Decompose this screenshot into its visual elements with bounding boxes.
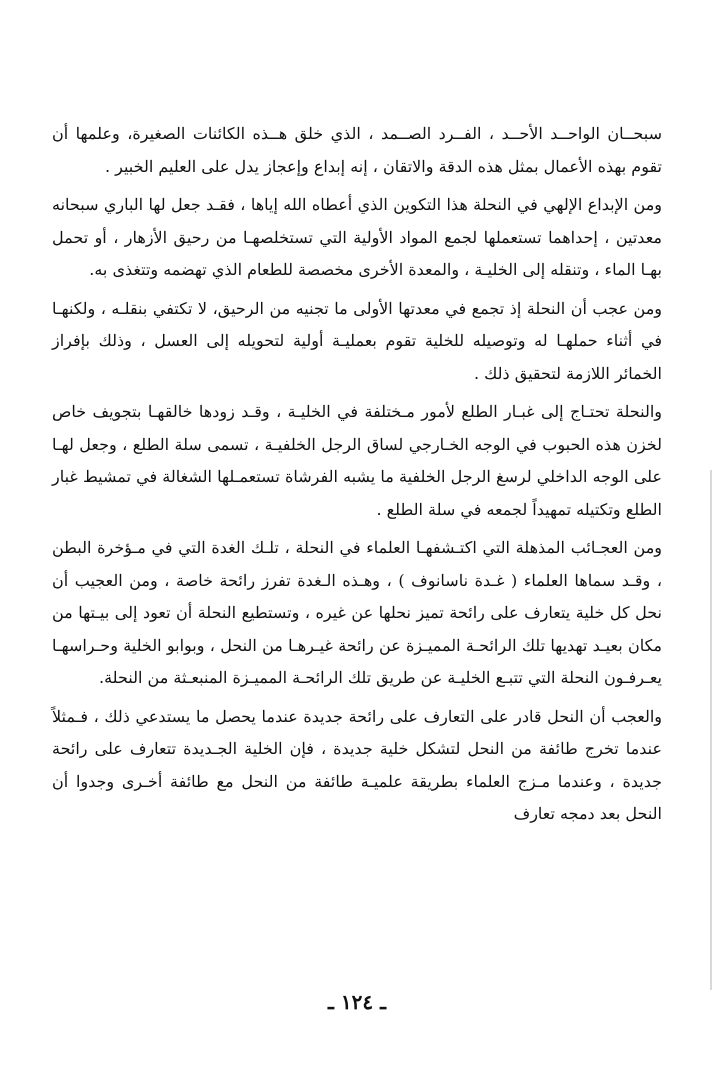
paragraph-3: ومن عجب أن النحلة إذ تجمع في معدتها الأولى ما تجنيه من الرحيق، لا تكتفي بنقلـه ، ولكنهـا في أثناء حملهـا له وتوصيله للخلية تقوم بعمليـة أولية لتحويله إلى العسل ، وذلك بإفراز الخمائر اللازمة لتحقيق ذلك . [52,298,662,383]
page-body [52,118,662,837]
paragraph-2: ومن الإبداع الإلهي في النحلة هذا التكوين الذي أعطاه الله إياها ، فقـد جعل لها الباري سبحانه معدتين ، إحداهما تستعملها لجمع المواد الأولية التي تستخلصهـا من رحيق الأزهار ، أو تحمل بهـا الماء ، وتنقله إلى الخليـة ، والمعدة الأخرى مخصصة للطعام الذي تهضمه وتتغذى به. [52,195,662,279]
page-number: ـ ١٢٤ ـ [328,990,386,1014]
page-edge-shadow [710,470,712,990]
paragraph-6: والعجب أن النحل قادر على التعارف على رائحة جديدة عندما يحصل ما يستدعي ذلك ، فـمثلاً عندما تخرج طائفة من النحل لتشكل خلية جديدة ، فإن الخلية الجـديدة تتعارف على رائحة جديدة ، وعندما مـزج العلماء بطريقة علميـة طائفة من النحل مع طائفة أخـرى وجدوا أن النحل بعد دمجه تعارف [52,706,663,823]
paragraph-5: ومن العجـائب المذهلة التي اكتـشفهـا العلماء في النحلة ، تلـك الغدة التي في مـؤخرة البطن ، وقـد سماها العلماء ( غـدة ناسانوف ) ، وهـذه الـغدة تفرز رائحة خاصة ، ومن العجيب أن نحل كل خلية يتعارف على رائحة تميز نحلها عن غيره ، وتستطيع النحلة أن تعود إلى بيـتها من مكان بعيـد تهديها تلك الرائحـة المميـزة عن رائحة غيـرهـا من النحل ، وبوابو الخلية وحـراسهـا يعـرفـون النحلة التي تتبـع الخليـة عن طريق تلك الرائحـة المميـزة المنبعـثة من النحلة. [52,538,662,687]
paragraph-1: سبحــان الواحــد الأحــد ، الفــرد الصــمد ، الذي خلق هــذه الكائنات الصغيرة، وعلمها أن تقوم بهذه الأعمال بمثل هذه الدقة والاتقان ، إنه إبداع وإعجاز يدل على العليم الخبير . [52,124,662,176]
paragraph-4: والنحلة تحتـاج إلى غبـار الطلع لأمور مـختلفة في الخليـة ، وقـد زودها خالقهـا بتجويف خاص لخزن هذه الحبوب في الوجه الخـارجي لساق الرجل الخلفيـة ، تسمى سلة الطلع ، وجعل لهـا على الوجه الداخلي لرسغ الرجل الخلفية ما يشبه الفرشاة تستعمـلها الشغالة في تمشيط غبار الطلع وتكتيله تمهيداً لجمعه في سلة الطلع . [52,402,663,519]
